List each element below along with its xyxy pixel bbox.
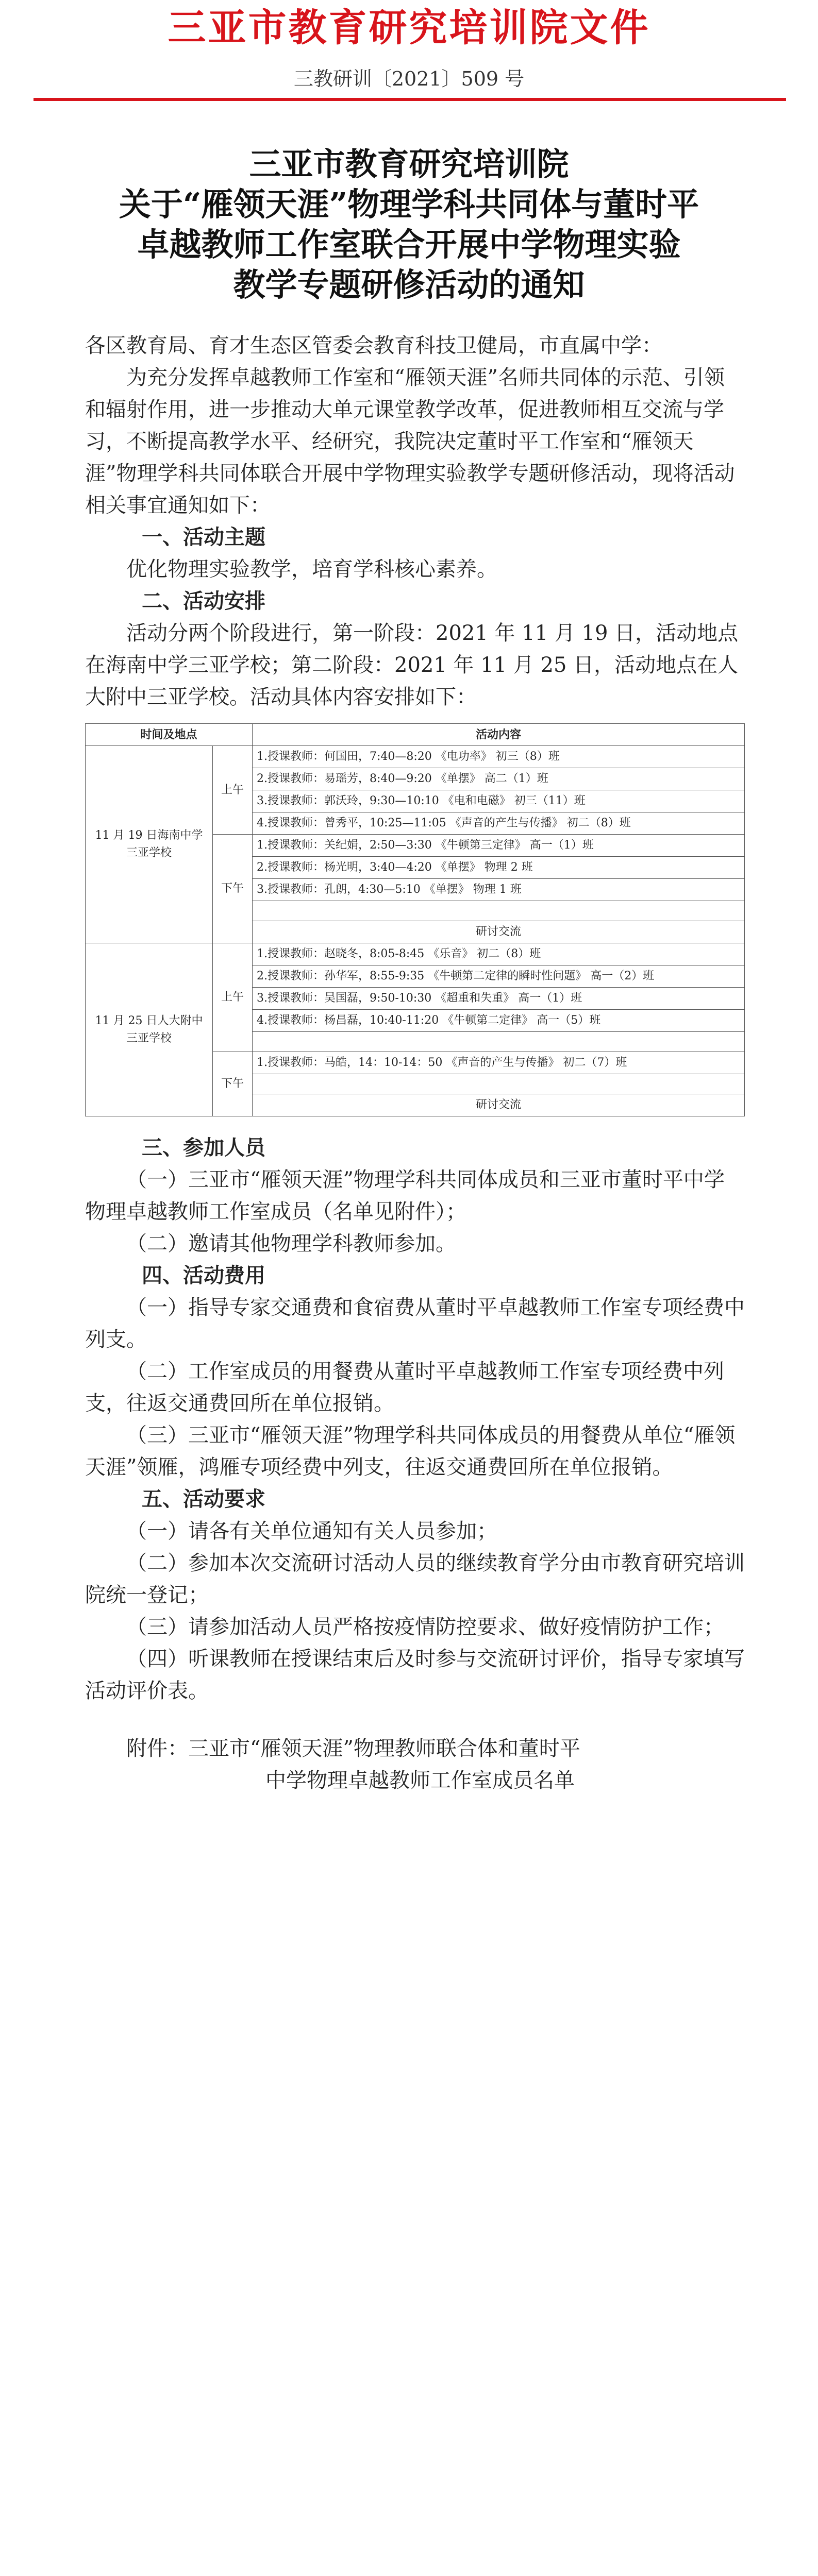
table-cell: 3.授课教师：孔朗，4:30—5:10 《单摆》 物理 1 班	[253, 879, 745, 901]
title-line: 卓越教师工作室联合开展中学物理实验	[137, 226, 681, 263]
period-label: 上午	[213, 943, 253, 1052]
document-body	[85, 330, 745, 1797]
table-cell: 3.授课教师：郭沃玲，9:30—10:10 《电和电磁》 初三（11）班	[253, 790, 745, 812]
section-text: 优化物理实验教学，培育学科核心素养。	[126, 557, 497, 581]
title-line: 关于“雁领天涯”物理学科共同体与董时平	[119, 185, 699, 223]
attachment-line: 附件：三亚市“雁领天涯”物理教师联合体和董时平	[126, 1737, 580, 1760]
period-label: 下午	[213, 1052, 253, 1116]
table-cell: 研讨交流	[253, 1094, 745, 1116]
salutation: 各区教育局、育才生态区管委会教育科技卫健局，市直属中学：	[85, 334, 662, 358]
section-heading: 二、活动安排	[142, 589, 265, 613]
day-place: 11 月 25 日人大附中三亚学校	[86, 943, 213, 1116]
spacer	[85, 1707, 745, 1733]
section-heading: 三、参加人员	[142, 1136, 265, 1160]
table-cell: 2.授课教师：杨光明，3:40—4:20 《单摆》 物理 2 班	[253, 857, 745, 879]
section-item: （一）请各有关单位通知有关人员参加；	[126, 1519, 497, 1543]
section-item: （二）参加本次交流研讨活动人员的继续教育学分由市教育研究培训院统一登记；	[85, 1551, 745, 1607]
table-header: 活动内容	[253, 724, 745, 746]
table-cell: 4.授课教师：杨昌磊，10:40-11:20 《牛顿第二定律》 高一（5）班	[253, 1010, 745, 1032]
table-row	[86, 746, 745, 768]
table-cell: 2.授课教师：孙华军，8:55-9:35 《牛顿第二定律的瞬时性问题》 高一（2）班	[253, 965, 745, 988]
section-item: （三）三亚市“雁领天涯”物理学科共同体成员的用餐费从单位“雁领天涯”领雁，鸿雁专项经费中列支，往返交通费回所在单位报销。	[85, 1423, 736, 1479]
table-cell	[253, 901, 745, 921]
section-item: （一）指导专家交通费和食宿费从董时平卓越教师工作室专项经费中列支。	[85, 1296, 745, 1351]
section-item: （二）工作室成员的用餐费从董时平卓越教师工作室专项经费中列支，往返交通费回所在单位报销。	[85, 1360, 724, 1415]
section-item: （二）邀请其他物理学科教师参加。	[126, 1232, 456, 1256]
attachment-line: 中学物理卓越教师工作室成员名单	[265, 1769, 575, 1792]
section-item: （一）三亚市“雁领天涯”物理学科共同体成员和三亚市董时平中学物理卓越教师工作室成员（名单见附件）；	[85, 1168, 725, 1224]
period-label: 上午	[213, 746, 253, 835]
table-cell: 3.授课教师：吴国磊，9:50-10:30 《超重和失重》 高一（1）班	[253, 988, 745, 1010]
intro-paragraph: 为充分发挥卓越教师工作室和“雁领天涯”名师共同体的示范、引领和辐射作用，进一步推动大单元课堂教学改革，促进教师相互交流与学习，不断提高教学水平、经研究，我院决定董时平工作室和“雁领天涯”物理学科共同体联合开展中学物理实验教学专题研修活动，现将活动相关事宜通知如下：	[85, 366, 735, 517]
day-place: 11 月 19 日海南中学三亚学校	[86, 746, 213, 943]
table-cell: 1.授课教师：马皓，14：10-14：50 《声音的产生与传播》 初二（7）班	[253, 1052, 745, 1074]
section-text: 活动分两个阶段进行，第一阶段：2021 年 11 月 19 日，活动地点在海南中学三亚学校；第二阶段：2021 年 11 月 25 日，活动地点在人大附中三亚学校。活动具体内容安排如下：	[85, 621, 739, 709]
document-number: 三教研训〔2021〕509 号	[293, 67, 525, 90]
org-title: 三亚市教育研究培训院文件	[168, 6, 650, 50]
table-cell	[253, 1032, 745, 1052]
table-header: 时间及地点	[86, 724, 253, 746]
red-divider	[34, 98, 786, 101]
table-cell: 2.授课教师：易瑶芳，8:40—9:20 《单摆》 高二（1）班	[253, 768, 745, 790]
section-item: （三）请参加活动人员严格按疫情防控要求、做好疫情防护工作；	[126, 1615, 724, 1639]
period-label: 下午	[213, 835, 253, 943]
section-heading: 五、活动要求	[142, 1487, 265, 1511]
table-cell	[253, 1074, 745, 1094]
section-heading: 一、活动主题	[142, 525, 265, 549]
table-cell: 1.授课教师：赵晓冬，8:05-8:45 《乐音》 初二（8）班	[253, 943, 745, 965]
table-cell: 4.授课教师：曾秀平，10:25—11:05 《声音的产生与传播》 初二（8）班	[253, 812, 745, 835]
table-row	[86, 943, 745, 965]
title-line: 三亚市教育研究培训院	[249, 145, 569, 183]
section-item: （四）听课教师在授课结束后及时参与交流研讨评价，指导专家填写活动评价表。	[85, 1647, 745, 1703]
table-cell: 1.授课教师：何国田，7:40—8:20 《电功率》 初三（8）班	[253, 746, 745, 768]
table-cell: 研讨交流	[253, 921, 745, 943]
title-line: 教学专题研修活动的通知	[233, 266, 585, 303]
section-heading: 四、活动费用	[142, 1263, 265, 1287]
schedule-table	[85, 723, 745, 1116]
document-title	[41, 144, 777, 305]
table-cell: 1.授课教师：关纪娟，2:50—3:30 《牛顿第三定律》 高一（1）班	[253, 835, 745, 857]
table-header-row	[86, 724, 745, 746]
